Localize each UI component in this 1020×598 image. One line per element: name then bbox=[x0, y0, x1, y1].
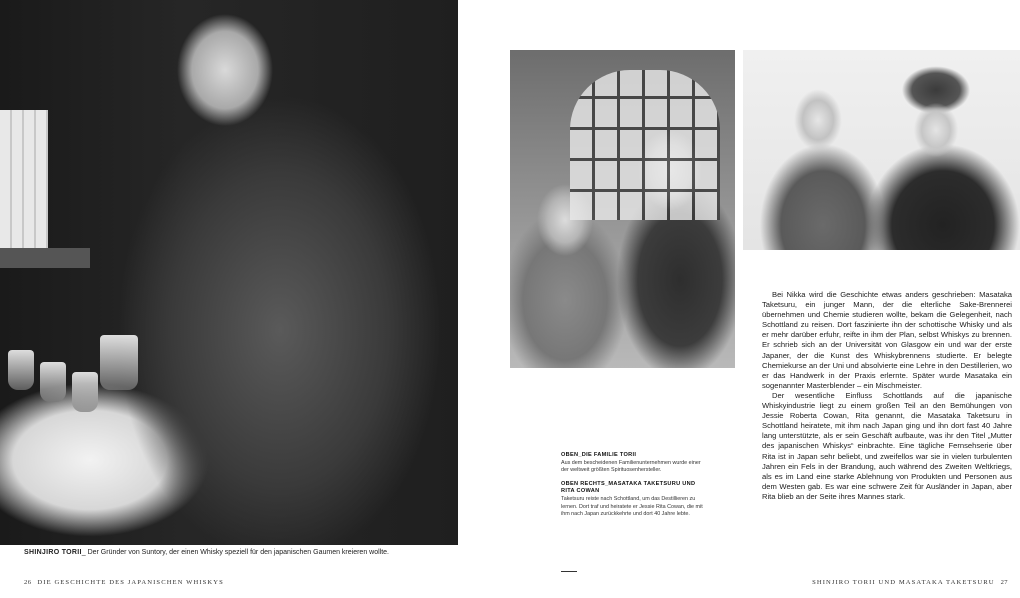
caption-head: OBEN RECHTS_MASATAKA TAKETSURU UND RITA COWAN bbox=[561, 480, 696, 495]
photo-torii-family bbox=[510, 50, 735, 368]
running-title: DIE GESCHICHTE DES JAPANISCHEN WHISKYS bbox=[37, 579, 224, 586]
bookshelf-books bbox=[0, 110, 48, 250]
photo-taketsuru-cowan bbox=[743, 50, 1020, 250]
page-number: 27 bbox=[1000, 579, 1008, 586]
folio-left bbox=[24, 579, 224, 586]
caption-head: SHINJIRO TORII bbox=[24, 549, 82, 556]
right-page bbox=[510, 0, 1020, 598]
caption-family bbox=[561, 452, 709, 475]
photo-captions bbox=[561, 452, 709, 525]
caption-rule bbox=[561, 571, 577, 572]
page-number: 26 bbox=[24, 579, 32, 586]
main-photo-caption bbox=[24, 548, 464, 557]
bookshelf bbox=[0, 248, 90, 268]
folio-right bbox=[812, 579, 1008, 586]
tasting-glass bbox=[8, 350, 34, 390]
caption-text: _ Der Gründer von Suntory, der einen Whisky speziell für den japanischen Gaumen kreieren wollte. bbox=[81, 549, 389, 556]
photo-shinjiro-torii bbox=[0, 0, 458, 545]
caption-text: Taketsuru reiste nach Schottland, um das Destillieren zu lernen. Dort traf und heiratete er Jessie Rita Cowan, die mit ihm nach Japan zurückkehrte und dort 40 Jahre lebte. bbox=[561, 495, 703, 518]
whisky-glass bbox=[100, 335, 138, 390]
caption-couple bbox=[561, 481, 709, 519]
running-title: SHINJIRO TORII UND MASATAKA TAKETSURU bbox=[812, 579, 995, 586]
caption-head: OBEN_DIE FAMILIE TORII bbox=[561, 452, 637, 458]
article-body bbox=[762, 290, 1012, 502]
body-paragraph: Der wesentliche Einfluss Schottlands auf die japanische Whiskyindustrie liegt zu einem großen Teil an den Bemühungen von Jessie Roberta Cowan, Rita genannt, die Masataka Taketsuru in Schottland heiratete, mit ihm nach Japan ging und ihn dort fast 40 Jahre lang unterstützte, als er sein Geschäft aufbaute, was ihr den Titel „Mutter des japanischen Whiskys“ einbrachte. Eine tägliche Fernsehserie über Rita ist in Japan sehr beliebt, und zweifellos war sie in vielen turbulenten Jahren ein Fels in der Brandung, auch während des Zweiten Weltkriegs, als es im Land eine starke Ablehnung von Produkten und Personen aus dem Westen gab. Es war eine schwere Zeit für Ausländer in Japan, aber Rita blieb an der Seite ihres Mannes stark. bbox=[762, 390, 1012, 501]
tasting-glass bbox=[72, 372, 98, 412]
shoji-window bbox=[570, 70, 720, 220]
body-paragraph: Bei Nikka wird die Geschichte etwas anders geschrieben: Masataka Taketsuru, ein junger Mann, der die elterliche Sake-Brennerei übernehmen und Chemie studieren wollte, bekam die Gelegenheit, nach Schottland zu reisen. Dort faszinierte ihn der schottische Whisky und als er mehr darüber erfuhr, reifte in ihm der Plan, selbst Whiskys zu brennen. Er schrieb sich an der Universität von Glasgow ein und war der erste Japaner, der die Kunst des Whiskybrennens studierte. Er belegte Chemiekurse an der Uni und absolvierte eine Lehre in den Destillerien, wo er das Handwerk in der Praxis erlernte. Später wurde Masataka ein sogenannter Masterblender – ein Mischmeister. bbox=[762, 290, 1012, 390]
caption-text: Aus dem bescheidenen Familienunternehmen wurde einer der weltweit größten Spirituosenhersteller. bbox=[561, 459, 701, 474]
tasting-glass bbox=[40, 362, 66, 402]
